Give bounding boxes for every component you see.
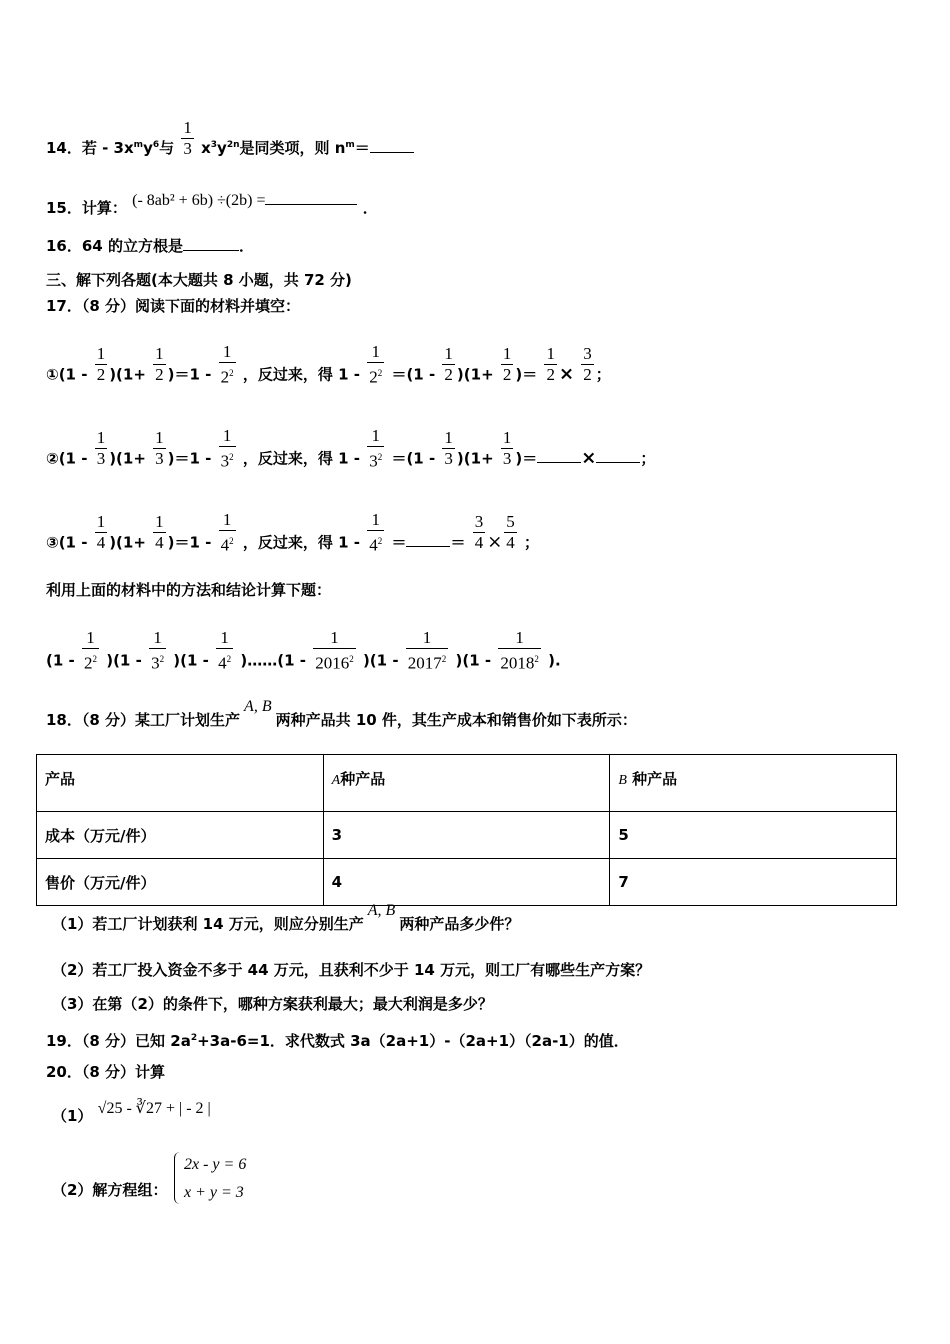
frac-den: 2 — [502, 365, 512, 385]
frac-den: 2 — [96, 365, 106, 385]
fraction — [406, 628, 449, 674]
answer-blank[interactable] — [406, 532, 450, 547]
fraction — [501, 344, 514, 385]
frac-den: 3 — [96, 449, 106, 469]
fraction — [367, 426, 384, 472]
calc-end: ). — [548, 651, 561, 670]
times-sign: × — [581, 447, 597, 469]
header-a-letter: A — [331, 772, 341, 788]
cost-price-table — [36, 754, 897, 906]
frac-den-exp: 2 — [229, 536, 234, 546]
q17-calc — [46, 628, 561, 684]
row-end: ； — [640, 449, 656, 468]
frac-den-base: 2017 — [407, 653, 442, 673]
q17-row-3 — [46, 510, 540, 566]
frac-den-exp: 2 — [226, 654, 232, 664]
table-header-cell — [610, 755, 897, 812]
row-lead: ③(1 - — [46, 533, 88, 552]
frac-den-base: 2 — [369, 367, 378, 387]
q14-with: 与 — [159, 139, 175, 157]
row-text: )(1+ — [456, 365, 494, 384]
frac-den: 3 — [155, 449, 164, 469]
q18-intro-text: 18．（8 分）某工厂计划生产 — [46, 711, 241, 729]
fraction — [149, 628, 166, 674]
row-lead: ②(1 - — [46, 449, 88, 468]
q20-p2-label: （2）解方程组： — [52, 1181, 168, 1199]
equation-1: 2x - y = 6 — [184, 1156, 247, 1173]
row-text: )(1+ — [109, 365, 146, 384]
frac-den-exp: 2 — [92, 654, 97, 664]
frac-den-exp: 2 — [377, 536, 383, 546]
fraction — [219, 342, 236, 388]
table-cell: 售价（万元/件） — [37, 859, 324, 906]
fraction — [313, 628, 356, 674]
q18-ab: A, B — [244, 698, 272, 715]
q17-intro: 17．（8 分）阅读下面的材料并填空： — [46, 297, 301, 315]
q20-part-2 — [52, 1180, 167, 1200]
q14-x: x — [195, 139, 211, 157]
frac-den-base: 3 — [220, 451, 230, 471]
fraction — [219, 510, 236, 556]
fraction — [216, 628, 233, 674]
frac-num: 1 — [220, 628, 229, 647]
q14-line — [46, 118, 414, 169]
frac-num: 1 — [155, 512, 164, 532]
frac-num: 1 — [155, 344, 164, 364]
fraction — [153, 344, 166, 385]
row-end: ； — [524, 533, 540, 552]
table-row — [37, 755, 897, 812]
frac-num: 1 — [222, 342, 232, 361]
row-text: )＝1 - — [167, 533, 212, 552]
equation-brace — [174, 1152, 183, 1204]
q20-expression: √25 - ∛27 + | - 2 | — [97, 1100, 211, 1117]
fraction — [473, 512, 486, 553]
q18-s1-ab: A, B — [367, 902, 396, 919]
frac-num: 1 — [502, 344, 512, 364]
row-text: )＝ — [515, 449, 538, 468]
table-cell: 4 — [323, 859, 610, 906]
header-a: 种产品 — [340, 769, 386, 788]
q14-prefix: 14．若 - 3x — [46, 139, 134, 157]
frac-den — [219, 362, 236, 388]
fraction — [498, 628, 541, 674]
header-b-letter: B — [618, 772, 627, 788]
frac-num: 1 — [546, 344, 555, 364]
q17-use: 利用上面的材料中的方法和结论计算下题： — [46, 581, 332, 599]
frac-den-base: 4 — [369, 535, 378, 555]
row-lead: ①(1 - — [46, 365, 88, 384]
frac-den — [498, 648, 541, 674]
frac-den-exp: 2 — [349, 654, 354, 664]
frac-den — [367, 530, 384, 556]
frac-den: 2 — [444, 365, 453, 385]
table-cell: 7 — [610, 859, 897, 906]
calc-text: )(1 - — [455, 651, 492, 670]
frac-den-base: 2016 — [315, 653, 350, 673]
frac-num: 3 — [474, 512, 484, 532]
row-text: ＝ — [450, 533, 466, 552]
q18-s1-text: （1）若工厂计划获利 14 万元，则应分别生产 — [52, 915, 364, 933]
frac-den-base: 2018 — [500, 653, 535, 673]
q20-intro: 20．（8 分）计算 — [46, 1063, 166, 1081]
row-text: )＝1 - — [167, 365, 212, 384]
q15-end: ． — [362, 199, 378, 217]
row-text: ，反过来，得 1 - — [242, 449, 360, 468]
fraction — [82, 628, 99, 674]
frac-num: 1 — [96, 512, 106, 532]
frac-den-exp: 2 — [377, 368, 383, 378]
fraction — [219, 426, 236, 472]
frac-den: 4 — [155, 533, 164, 553]
frac-num: 1 — [155, 428, 164, 448]
frac-den — [406, 648, 449, 674]
q14-sup-m: m — [133, 140, 144, 150]
frac-den — [219, 530, 236, 556]
row-text: ，反过来，得 1 - — [242, 533, 360, 552]
answer-blank[interactable] — [370, 138, 414, 153]
q14-y2: y — [217, 139, 227, 157]
frac-den-base: 2 — [83, 653, 93, 673]
frac-den: 2 — [155, 365, 164, 385]
row-text: ＝(1 - — [391, 449, 436, 468]
q16-end: ． — [238, 237, 254, 255]
row-text: )(1+ — [109, 533, 146, 552]
calc-text: (1 - — [46, 651, 75, 670]
frac-num: 3 — [583, 344, 592, 364]
frac-num: 1 — [502, 428, 512, 448]
q14-y: y — [143, 139, 153, 157]
row-text: )(1+ — [109, 449, 146, 468]
q20-p1-label: （1） — [52, 1107, 93, 1125]
answer-blank[interactable] — [537, 448, 581, 463]
frac-den — [149, 648, 166, 674]
frac-den-base: 4 — [218, 653, 227, 673]
frac-den — [82, 648, 99, 674]
q14-sup-3: 3 — [210, 140, 218, 150]
row-text: ，反过来，得 1 - — [242, 365, 360, 384]
calc-text: )(1 - — [173, 651, 209, 670]
frac-den-exp: 2 — [534, 654, 539, 664]
q16-text: 16．64 的立方根是 — [46, 237, 183, 255]
times-sign: × — [487, 531, 503, 553]
table-row — [37, 812, 897, 859]
frac-den-base: 3 — [151, 653, 160, 673]
frac-num: 1 — [183, 118, 192, 137]
fraction — [442, 344, 455, 385]
table-cell: 5 — [610, 812, 897, 859]
frac-den-exp: 2 — [377, 452, 383, 462]
frac-den: 2 — [583, 365, 592, 385]
fraction — [581, 344, 594, 385]
q14-eq: ＝ — [354, 139, 370, 157]
frac-num: 1 — [96, 428, 106, 448]
frac-den — [216, 648, 233, 674]
frac-den: 2 — [546, 365, 555, 385]
fraction — [442, 428, 455, 469]
frac-den — [313, 648, 356, 674]
row-text: )＝ — [515, 365, 538, 384]
frac-den: 4 — [96, 533, 106, 553]
q18-s1-rest: 两种产品多少件？ — [399, 915, 520, 933]
frac-num: 1 — [371, 426, 380, 445]
frac-num: 1 — [86, 628, 95, 647]
q19-text: 19．（8 分）已知 2a — [46, 1032, 191, 1050]
fraction — [504, 512, 517, 553]
frac-den: 4 — [474, 533, 484, 553]
answer-blank[interactable] — [596, 448, 640, 463]
q19-sup: 2 — [190, 1033, 198, 1043]
header-b: 种产品 — [632, 769, 678, 788]
fraction — [367, 342, 384, 388]
answer-blank[interactable] — [183, 236, 239, 251]
q18-intro — [46, 698, 637, 731]
frac-num: 1 — [371, 342, 380, 361]
q16-line — [46, 236, 254, 256]
frac-num: 1 — [515, 628, 524, 647]
q15-label: 15．计算： — [46, 199, 127, 217]
q18-sub-2: （2）若工厂投入资金不多于 44 万元，且获利不少于 14 万元，则工厂有哪些生产方案？ — [52, 961, 651, 979]
frac-num: 1 — [422, 628, 432, 647]
header-product: 产品 — [45, 769, 76, 788]
q14-fraction — [181, 118, 194, 159]
frac-den-exp: 2 — [441, 654, 447, 664]
row-text: ＝ — [391, 533, 407, 552]
fraction — [153, 512, 166, 553]
frac-num: 1 — [153, 628, 162, 647]
fraction — [95, 428, 108, 469]
frac-den-exp: 2 — [229, 452, 234, 462]
q18-sub-1 — [52, 902, 520, 935]
frac-den — [367, 446, 384, 472]
table-header-cell — [323, 755, 610, 812]
table-row — [37, 859, 897, 906]
frac-den-base: 2 — [220, 367, 230, 387]
frac-num: 1 — [444, 344, 453, 364]
frac-num: 1 — [96, 344, 106, 364]
frac-den: 4 — [506, 533, 515, 553]
row-end: ； — [595, 365, 611, 384]
table-cell: 3 — [323, 812, 610, 859]
frac-den: 3 — [183, 139, 192, 158]
q14-same: 是同类项，则 n — [239, 139, 346, 157]
table-header-cell — [37, 755, 324, 812]
q18-sub-3: （3）在第（2）的条件下，哪种方案获利最大；最大利润是多少？ — [52, 995, 493, 1013]
frac-den: 3 — [444, 449, 453, 469]
frac-num: 1 — [371, 510, 380, 529]
section-heading: 三、解下列各题(本大题共 8 小题，共 72 分) — [46, 271, 352, 289]
calc-text: )(1 - — [106, 651, 142, 670]
q14-sup-2n: 2n — [226, 140, 240, 150]
fraction — [544, 344, 557, 385]
q14-sup-6: 6 — [152, 140, 160, 150]
frac-den: 3 — [502, 449, 512, 469]
q15-expression: (- 8ab² + 6b) ÷(2b) = — [132, 192, 266, 209]
row-text: )(1+ — [456, 449, 494, 468]
q17-row-2 — [46, 426, 656, 482]
frac-den — [367, 362, 384, 388]
row-text: ＝(1 - — [391, 365, 436, 384]
q18-intro-rest: 两种产品共 10 件，其生产成本和销售价如下表所示： — [275, 711, 637, 729]
fraction — [153, 428, 166, 469]
q19-rest: +3a-6=1．求代数式 3a（2a+1）-（2a+1）（2a-1）的值． — [197, 1032, 629, 1050]
fraction — [501, 428, 514, 469]
q15-line — [46, 192, 378, 219]
table-cell: 成本（万元/件） — [37, 812, 324, 859]
fraction — [95, 344, 108, 385]
fraction — [95, 512, 108, 553]
frac-den-base: 3 — [369, 451, 378, 471]
calc-text: )……(1 - — [240, 651, 306, 670]
q19-line — [46, 1028, 629, 1051]
q14-sup-m2: m — [345, 140, 355, 150]
frac-den-base: 4 — [220, 535, 230, 555]
fraction — [367, 510, 384, 556]
frac-num: 1 — [330, 628, 339, 647]
q17-row-1 — [46, 342, 611, 398]
frac-num: 1 — [222, 426, 232, 445]
frac-den-exp: 2 — [159, 654, 165, 664]
calc-text: )(1 - — [362, 651, 399, 670]
times-sign: × — [558, 363, 575, 385]
frac-den-exp: 2 — [229, 368, 234, 378]
row-text: )＝1 - — [167, 449, 212, 468]
frac-den — [219, 446, 236, 472]
q20-part-1 — [52, 1100, 211, 1127]
frac-num: 1 — [222, 510, 232, 529]
frac-num: 5 — [506, 512, 515, 532]
equation-2: x + y = 3 — [184, 1184, 244, 1201]
frac-num: 1 — [444, 428, 453, 448]
answer-blank[interactable] — [265, 190, 357, 205]
